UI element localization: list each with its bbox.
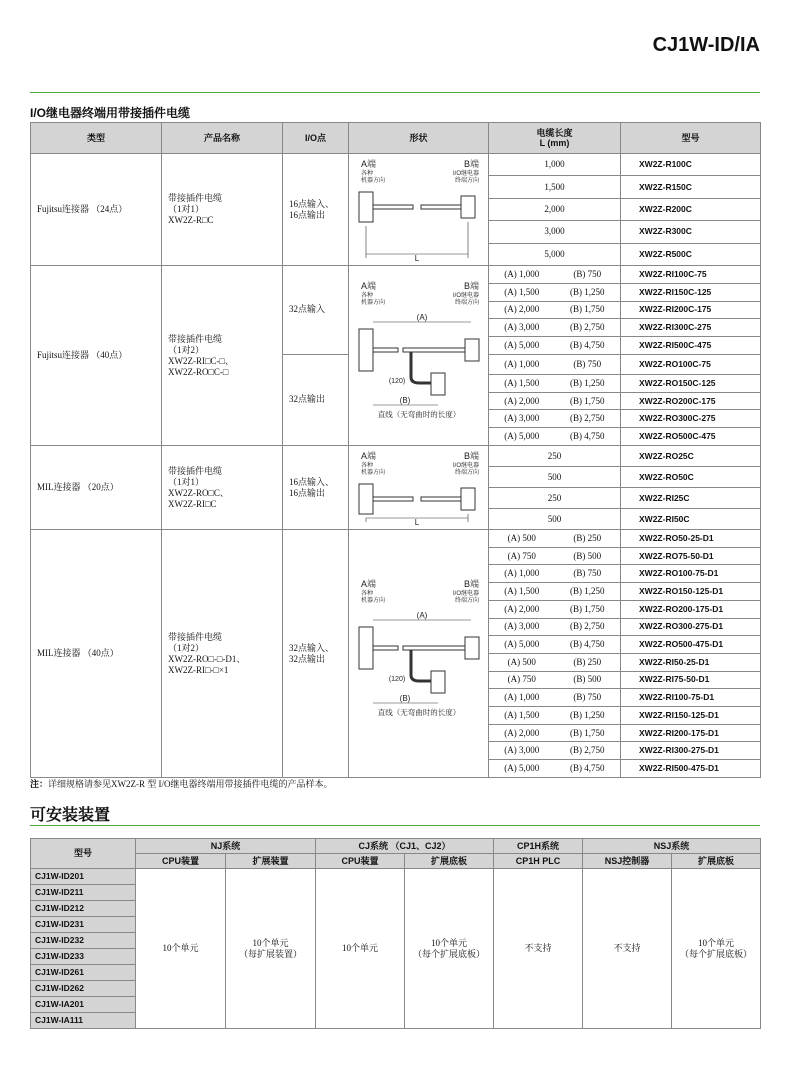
label-end-a-sub2: 机器方向 <box>361 470 386 476</box>
label-straight-length: 直线（无弯曲时的长度） <box>377 708 461 717</box>
mount-header-model: 型号 <box>31 839 136 869</box>
length-pair <box>489 692 620 703</box>
section-title-mounting: 可安装装置 <box>30 807 111 824</box>
mount-subheader: CPU装置 <box>316 854 405 869</box>
length-pair <box>489 710 620 721</box>
cell-model: XW2Z-RO500C-475 <box>621 428 761 446</box>
length-b: (B) 1,250 <box>570 709 605 720</box>
cell-length: 1,000 <box>489 154 621 176</box>
length-a: (A) 5,000 <box>504 431 540 442</box>
header-divider <box>30 92 760 93</box>
length-a: (A) 500 <box>507 532 536 543</box>
cell-length <box>489 724 621 742</box>
length-pair <box>489 551 620 562</box>
label-end-b-sub1: I/O继电器 <box>452 463 479 469</box>
cell-length: 250 <box>489 488 621 509</box>
cable-segment <box>373 348 398 352</box>
length-a: (A) 1,500 <box>504 585 540 596</box>
cable-shape-diagram-1to1 <box>349 446 489 526</box>
dimension-label-a: (A) <box>416 611 428 620</box>
dimension-label-b: (B) <box>399 694 411 703</box>
length-b: (B) 2,750 <box>570 413 605 424</box>
length-a: (A) 1,500 <box>504 286 540 297</box>
length-pair <box>489 413 620 424</box>
length-pair <box>489 431 620 442</box>
cell-model: CJ1W-IA111 <box>31 1013 136 1029</box>
label-end-b-sub2: 终端方向 <box>454 300 479 306</box>
cable-segment <box>373 205 413 209</box>
cell-length <box>489 547 621 565</box>
cell-product: 带接插件电缆 （1对2） XW2Z-RI□C-□、 XW2Z-RO□C-□ <box>162 266 283 446</box>
cell-model: XW2Z-RI75-50-D1 <box>621 671 761 689</box>
cell-model: XW2Z-RI300C-275 <box>621 319 761 337</box>
length-pair <box>489 604 620 615</box>
cell-model: XW2Z-RO50C <box>621 467 761 488</box>
cell-length <box>489 319 621 337</box>
dimension-label-l: L <box>414 254 420 262</box>
length-a: (A) 3,000 <box>504 621 540 632</box>
length-b: (B) 2,750 <box>570 745 605 756</box>
mount-header-cp1h: CP1H系统 <box>494 839 583 854</box>
label-end-a: A端 <box>361 159 377 169</box>
mount-subheader: 扩展装置 <box>226 854 316 869</box>
col-header-model: 型号 <box>621 123 761 154</box>
label-end-b-sub1: I/O继电器 <box>452 171 479 177</box>
cell-model: XW2Z-RI150C-125 <box>621 283 761 301</box>
label-end-b-sub2: 终端方向 <box>454 178 479 184</box>
mount-subheader: 扩展底板 <box>672 854 761 869</box>
length-b: (B) 1,750 <box>570 727 605 738</box>
cell-model: XW2Z-RI200C-175 <box>621 301 761 319</box>
cell-length: 5,000 <box>489 243 621 265</box>
length-pair <box>489 396 620 407</box>
cell-io-output: 32点输出 <box>283 354 349 445</box>
length-b: (B) 4,750 <box>570 340 605 351</box>
cell-capacity: 10个单元 （每个扩展底板） <box>672 869 761 1029</box>
cell-length: 250 <box>489 446 621 467</box>
length-b: (B) 250 <box>573 532 602 543</box>
length-pair <box>489 728 620 739</box>
length-a: (A) 5,000 <box>504 340 540 351</box>
cell-model: XW2Z-R150C <box>621 176 761 198</box>
cell-model: XW2Z-R500C <box>621 243 761 265</box>
length-b: (B) 2,750 <box>570 621 605 632</box>
cable-segment <box>403 646 465 650</box>
label-end-a: A端 <box>361 579 377 589</box>
cell-model: CJ1W-ID232 <box>31 933 136 949</box>
length-a: (A) 1,500 <box>504 377 540 388</box>
length-pair <box>489 340 620 351</box>
length-pair <box>489 639 620 650</box>
connector-b2 <box>431 373 445 395</box>
cell-model: XW2Z-R300C <box>621 221 761 243</box>
cell-model: XW2Z-RO75-50-D1 <box>621 547 761 565</box>
cell-model: XW2Z-RO500-475-D1 <box>621 636 761 654</box>
cell-type: Fujitsu连接器 （24点） <box>31 154 162 266</box>
dimension-label-a: (A) <box>416 313 428 322</box>
cell-model: CJ1W-ID261 <box>31 965 136 981</box>
label-end-b: B端 <box>463 159 479 169</box>
cell-length <box>489 283 621 301</box>
cell-length <box>489 760 621 778</box>
length-pair <box>489 674 620 685</box>
cell-model: CJ1W-ID262 <box>31 981 136 997</box>
cell-length: 3,000 <box>489 221 621 243</box>
length-a: (A) 750 <box>507 674 536 685</box>
dimension-label-bend: (120) <box>388 378 406 385</box>
table-row <box>31 266 761 284</box>
length-a: (A) 3,000 <box>504 413 540 424</box>
cell-capacity: 10个单元 （每扩展装置） <box>226 869 316 1029</box>
label-end-b: B端 <box>463 451 479 461</box>
table-row <box>31 154 761 176</box>
cell-model: CJ1W-ID231 <box>31 917 136 933</box>
cell-io: 16点输入、 16点输出 <box>283 446 349 530</box>
cable-segment <box>373 646 398 650</box>
cell-length <box>489 266 621 284</box>
cell-model: CJ1W-ID211 <box>31 885 136 901</box>
length-pair <box>489 586 620 597</box>
cell-model: XW2Z-RI100-75-D1 <box>621 689 761 707</box>
length-a: (A) 1,000 <box>504 568 540 579</box>
mount-header-nj: NJ系统 <box>136 839 316 854</box>
label-end-b-sub1: I/O继电器 <box>452 293 479 299</box>
length-a: (A) 1,500 <box>504 709 540 720</box>
connector-a <box>359 329 373 371</box>
cell-capacity: 10个单元 （每个扩展底板） <box>405 869 494 1029</box>
cell-length <box>489 653 621 671</box>
label-end-a-sub1: 各种 <box>361 463 374 469</box>
label-straight-length: 直线（无弯曲时的长度） <box>377 410 461 419</box>
cell-length <box>489 410 621 428</box>
cell-length <box>489 671 621 689</box>
col-header-type: 类型 <box>31 123 162 154</box>
mount-subheader: NSJ控制器 <box>583 854 672 869</box>
cell-io: 32点输入、 32点输出 <box>283 530 349 778</box>
cell-model: XW2Z-RI50-25-D1 <box>621 653 761 671</box>
cell-type: MIL连接器 （40点） <box>31 530 162 778</box>
cell-length <box>489 392 621 410</box>
connector-b <box>465 339 479 361</box>
length-b: (B) 500 <box>573 674 602 685</box>
cell-model: XW2Z-RO25C <box>621 446 761 467</box>
cell-model: CJ1W-ID212 <box>31 901 136 917</box>
cell-model: CJ1W-ID233 <box>31 949 136 965</box>
cell-model: CJ1W-ID201 <box>31 869 136 885</box>
length-pair <box>489 657 620 668</box>
length-pair <box>489 763 620 774</box>
length-b: (B) 750 <box>573 268 602 279</box>
connector-b <box>461 196 475 218</box>
cell-model: XW2Z-RI25C <box>621 488 761 509</box>
label-end-a-sub1: 各种 <box>361 171 374 177</box>
cell-length <box>489 374 621 392</box>
dimension-label-b: (B) <box>399 396 411 405</box>
cell-capacity: 10个单元 <box>316 869 405 1029</box>
cell-length: 500 <box>489 509 621 530</box>
length-pair <box>489 304 620 315</box>
length-pair <box>489 269 620 280</box>
cell-model: XW2Z-RO200C-175 <box>621 392 761 410</box>
length-a: (A) 5,000 <box>504 639 540 650</box>
cell-capacity: 不支持 <box>494 869 583 1029</box>
length-b: (B) 4,750 <box>570 431 605 442</box>
cell-model: XW2Z-RI300-275-D1 <box>621 742 761 760</box>
cell-capacity: 10个单元 <box>136 869 226 1029</box>
cell-model: XW2Z-RO100C-75 <box>621 354 761 374</box>
cable-segment <box>421 205 461 209</box>
section-divider <box>30 825 760 826</box>
mount-subheader: 扩展底板 <box>405 854 494 869</box>
cable-segment <box>421 497 461 501</box>
length-a: (A) 2,000 <box>504 395 540 406</box>
cell-shape <box>349 446 489 530</box>
length-b: (B) 1,250 <box>570 585 605 596</box>
table-row <box>31 869 761 885</box>
section-title-cables: I/O继电器终端用带接插件电缆 <box>30 106 191 120</box>
label-end-a: A端 <box>361 281 377 291</box>
cell-type: MIL连接器 （20点） <box>31 446 162 530</box>
length-a: (A) 2,000 <box>504 304 540 315</box>
cable-shape-diagram-1to2 <box>349 266 489 442</box>
table-row <box>31 446 761 467</box>
label-end-b: B端 <box>463 281 479 291</box>
cell-length <box>489 742 621 760</box>
length-pair <box>489 568 620 579</box>
dimension-label-bend: (120) <box>388 676 406 683</box>
length-b: (B) 750 <box>573 568 602 579</box>
cell-io-input: 32点输入 <box>283 266 349 355</box>
connector-a <box>359 192 373 222</box>
mount-subheader: CP1H PLC <box>494 854 583 869</box>
cell-model: XW2Z-RO300C-275 <box>621 410 761 428</box>
cell-length <box>489 565 621 583</box>
cell-product: 带接插件电缆 （1对1） XW2Z-RO□C、 XW2Z-RI□C <box>162 446 283 530</box>
length-pair <box>489 322 620 333</box>
length-pair <box>489 359 620 370</box>
col-header-length: 电缆长度 L (mm) <box>489 123 621 154</box>
label-end-b-sub2: 终端方向 <box>454 470 479 476</box>
label-end-a-sub1: 各种 <box>361 591 374 597</box>
cell-model: XW2Z-RO150C-125 <box>621 374 761 392</box>
cell-length <box>489 428 621 446</box>
page-title: CJ1W-ID/IA <box>652 34 760 56</box>
cell-length: 2,000 <box>489 198 621 220</box>
cell-length <box>489 618 621 636</box>
connector-a <box>359 627 373 669</box>
connector-b2 <box>431 671 445 693</box>
length-b: (B) 500 <box>573 550 602 561</box>
cell-product: 带接插件电缆 （1对1） XW2Z-R□C <box>162 154 283 266</box>
cable-shape-diagram-1to1 <box>349 154 489 262</box>
cell-length: 500 <box>489 467 621 488</box>
cell-length <box>489 530 621 548</box>
cell-model: XW2Z-RI500C-475 <box>621 337 761 355</box>
cell-product: 带接插件电缆 （1对2） XW2Z-RO□-□-D1、 XW2Z-RI□-□×1 <box>162 530 283 778</box>
length-b: (B) 1,250 <box>570 377 605 388</box>
cell-model: XW2Z-RO200-175-D1 <box>621 600 761 618</box>
cable-table <box>30 122 761 778</box>
cell-length <box>489 689 621 707</box>
label-end-b-sub1: I/O继电器 <box>452 591 479 597</box>
length-b: (B) 1,750 <box>570 304 605 315</box>
cell-model: XW2Z-RO150-125-D1 <box>621 583 761 601</box>
cable-branch <box>411 650 431 681</box>
cell-model: XW2Z-RI50C <box>621 509 761 530</box>
note-text: 详细规格请参见XW2Z-R 型 I/O继电器终端用带接插件电缆的产品样本。 <box>48 779 333 789</box>
length-pair <box>489 621 620 632</box>
mounting-table <box>30 838 761 1029</box>
label-end-a-sub2: 机器方向 <box>361 300 386 306</box>
length-b: (B) 4,750 <box>570 639 605 650</box>
cell-model: XW2Z-RI150-125-D1 <box>621 707 761 725</box>
connector-a <box>359 484 373 514</box>
mount-subheader: CPU装置 <box>136 854 226 869</box>
table-row <box>31 530 761 548</box>
label-end-a-sub2: 机器方向 <box>361 178 386 184</box>
dimension-label-l: L <box>414 518 420 526</box>
length-b: (B) 250 <box>573 656 602 667</box>
cell-model: XW2Z-RI500-475-D1 <box>621 760 761 778</box>
cell-model: XW2Z-R200C <box>621 198 761 220</box>
length-pair <box>489 745 620 756</box>
length-b: (B) 1,750 <box>570 603 605 614</box>
length-a: (A) 2,000 <box>504 603 540 614</box>
cell-length <box>489 583 621 601</box>
cable-segment <box>373 497 413 501</box>
length-a: (A) 1,000 <box>504 268 540 279</box>
length-pair <box>489 378 620 389</box>
cell-io: 16点输入、 16点输出 <box>283 154 349 266</box>
cell-model: XW2Z-RO50-25-D1 <box>621 530 761 548</box>
length-pair <box>489 287 620 298</box>
label-end-b-sub2: 终端方向 <box>454 598 479 604</box>
cable-branch <box>411 352 431 383</box>
cell-capacity: 不支持 <box>583 869 672 1029</box>
cell-length <box>489 600 621 618</box>
cell-model: XW2Z-RO300-275-D1 <box>621 618 761 636</box>
cell-length <box>489 301 621 319</box>
cell-model: XW2Z-RI200-175-D1 <box>621 724 761 742</box>
length-b: (B) 4,750 <box>570 763 605 774</box>
cell-shape <box>349 154 489 266</box>
col-header-io: I/O点 <box>283 123 349 154</box>
cell-model: XW2Z-RO100-75-D1 <box>621 565 761 583</box>
length-a: (A) 1,000 <box>504 692 540 703</box>
length-pair <box>489 533 620 544</box>
cell-model: CJ1W-IA201 <box>31 997 136 1013</box>
connector-b <box>465 637 479 659</box>
label-end-a-sub1: 各种 <box>361 293 374 299</box>
col-header-product: 产品名称 <box>162 123 283 154</box>
length-b: (B) 1,250 <box>570 286 605 297</box>
cable-shape-diagram-1to2 <box>349 530 489 774</box>
length-a: (A) 2,000 <box>504 727 540 738</box>
cell-type: Fujitsu连接器 （40点） <box>31 266 162 446</box>
cell-length <box>489 636 621 654</box>
connector-b <box>461 488 475 510</box>
cell-model: XW2Z-R100C <box>621 154 761 176</box>
length-a: (A) 500 <box>507 656 536 667</box>
label-end-b: B端 <box>463 579 479 589</box>
length-a: (A) 5,000 <box>504 763 540 774</box>
mount-header-nsj: NSJ系统 <box>583 839 761 854</box>
length-b: (B) 1,750 <box>570 395 605 406</box>
length-a: (A) 3,000 <box>504 322 540 333</box>
length-a: (A) 750 <box>507 550 536 561</box>
footnote <box>30 777 333 790</box>
cell-length: 1,500 <box>489 176 621 198</box>
cable-segment <box>403 348 465 352</box>
cell-length <box>489 354 621 374</box>
cell-shape <box>349 266 489 446</box>
length-b: (B) 750 <box>573 358 602 369</box>
label-end-a: A端 <box>361 451 377 461</box>
cell-length <box>489 337 621 355</box>
length-b: (B) 750 <box>573 692 602 703</box>
cell-length <box>489 707 621 725</box>
label-end-a-sub2: 机器方向 <box>361 598 386 604</box>
mount-header-cj: CJ系统 （CJ1、CJ2） <box>316 839 494 854</box>
note-prefix: 注： <box>30 779 49 789</box>
cell-shape <box>349 530 489 778</box>
length-b: (B) 2,750 <box>570 322 605 333</box>
cell-model: XW2Z-RI100C-75 <box>621 266 761 284</box>
length-a: (A) 1,000 <box>504 358 540 369</box>
col-header-shape: 形状 <box>349 123 489 154</box>
length-a: (A) 3,000 <box>504 745 540 756</box>
